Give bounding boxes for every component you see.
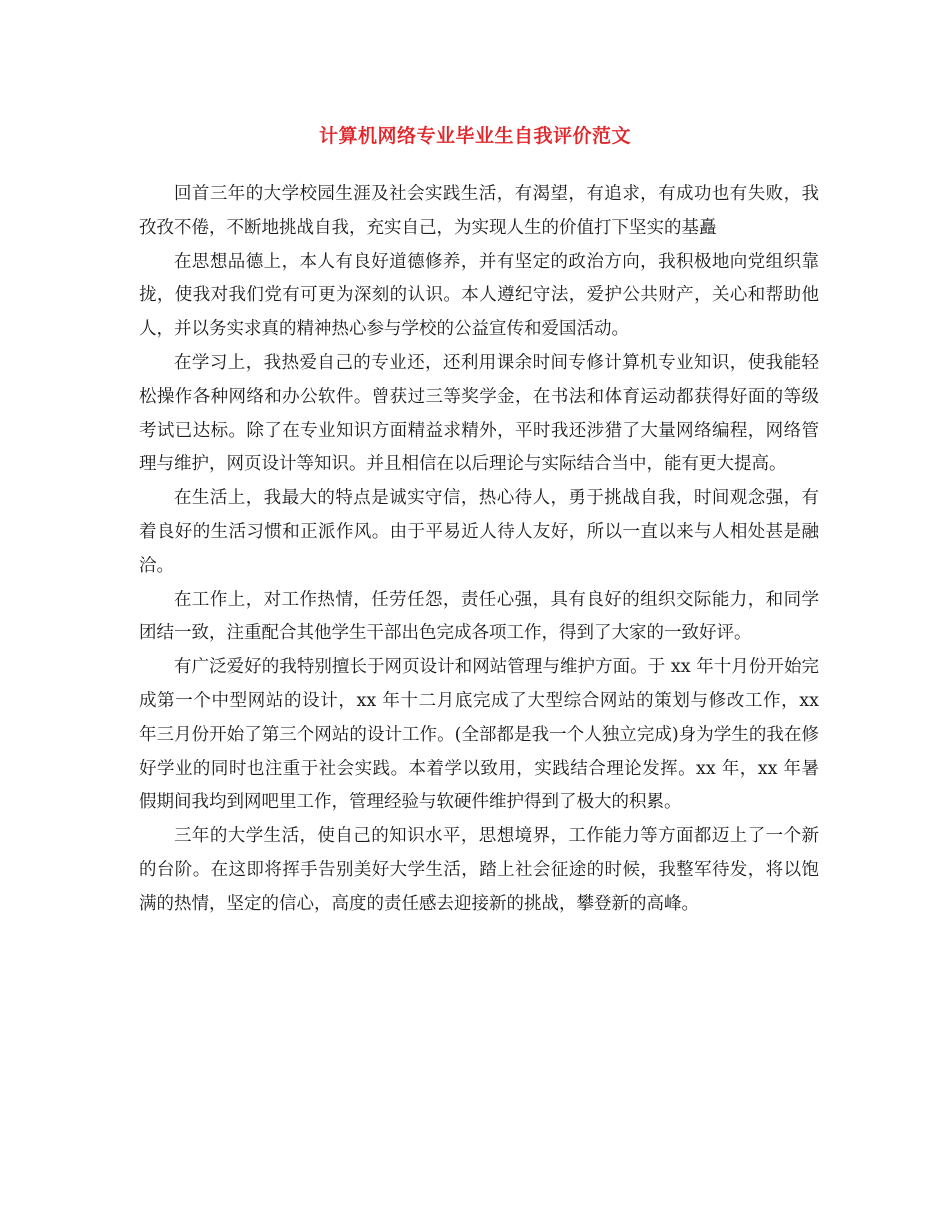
document-title: 计算机网络专业毕业生自我评价范文 xyxy=(318,125,631,147)
paragraph-study: 在学习上，我热爱自己的专业还，还利用课余时间专修计算机专业知识，使我能轻松操作各种网络和办公软件。曾获过三等奖学金，在书法和体育运动都获得好面的等级考试已达标。除了在专业知识方面精益求精外，平时我还涉猎了大量网络编程，网络管理与维护，网页设计等知识。并且相信在以后理论与实际结合当中，能有更大提高。 xyxy=(139,352,819,475)
document-body xyxy=(139,178,819,922)
paragraph-intro: 回首三年的大学校园生涯及社会实践生活，有渴望，有追求，有成功也有失败，我孜孜不倦，不断地挑战自我，充实自己，为实现人生的价值打下坚实的基矗 xyxy=(139,184,819,238)
paragraph-life: 在生活上，我最大的特点是诚实守信，热心待人，勇于挑战自我，时间观念强，有着良好的生活习惯和正派作风。由于平易近人待人友好，所以一直以来与人相处甚是融洽。 xyxy=(139,488,819,576)
paragraph-web-experience: 有广泛爱好的我特别擅长于网页设计和网站管理与维护方面。于 xx 年十月份开始完成第一个中型网站的设计，xx 年十二月底完成了大型综合网站的策划与修改工作，xx 年三月份开始了第三个网站的设计工作。(全部都是我一个人独立完成)身为学生的我在修好学业的同时也注重于社会实践。本着学以致用，实践结合理论发挥。xx 年，xx 年暑假期间我均到网吧里工作，管理经验与软硬件维护得到了极大的积累。 xyxy=(139,657,819,813)
paragraph-ideology: 在思想品德上，本人有良好道德修养，并有坚定的政治方向，我积极地向党组织靠拢，使我对我们党有可更为深刻的认识。本人遵纪守法，爱护公共财产，关心和帮助他人，并以务实求真的精神热心参与学校的公益宣传和爱国活动。 xyxy=(139,251,819,340)
paragraph-conclusion: 三年的大学生活，使自己的知识水平，思想境界，工作能力等方面都迈上了一个新的台阶。在这即将挥手告别美好大学生活，踏上社会征途的时候，我整军待发，将以饱满的热情，坚定的信心，高度的责任感去迎接新的挑战，攀登新的高峰。 xyxy=(139,826,819,914)
paragraph-work: 在工作上，对工作热情，任劳任怨，责任心强，具有良好的组织交际能力，和同学团结一致，注重配合其他学生干部出色完成各项工作，得到了大家的一致好评。 xyxy=(139,589,819,644)
